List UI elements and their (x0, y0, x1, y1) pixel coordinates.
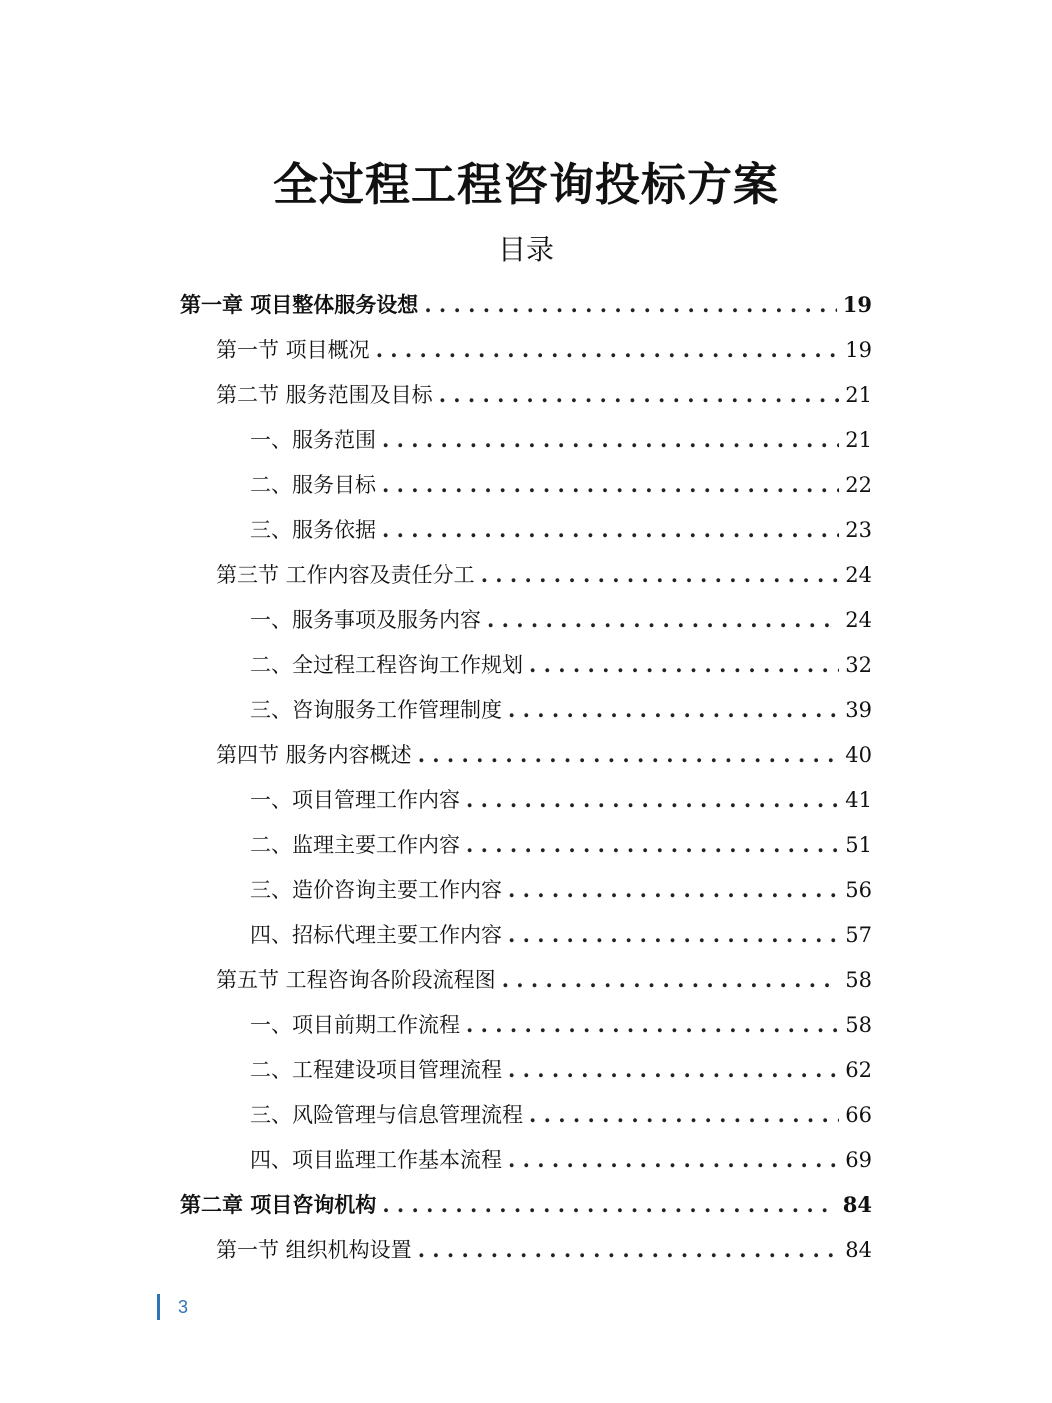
toc-entry[interactable] (180, 1227, 872, 1272)
toc-entry-label: 第一节 项目概况 (216, 338, 370, 362)
toc-dot-leader (439, 372, 840, 417)
toc-dot-leader (418, 1227, 840, 1272)
toc-dot-leader (466, 777, 839, 822)
document-title: 全过程工程咨询投标方案 (272, 158, 779, 211)
toc-dot-leader (529, 1092, 839, 1137)
toc-dot-leader (424, 282, 836, 327)
toc-entry-page: 41 (845, 788, 872, 812)
toc-entry-label: 二、监理主要工作内容 (250, 833, 460, 857)
toc-entry[interactable] (180, 957, 872, 1002)
toc-entry-page: 24 (845, 608, 872, 632)
toc-dot-leader (466, 1002, 839, 1047)
toc-entry[interactable] (180, 372, 872, 417)
toc-dot-leader (418, 732, 840, 777)
toc-entry-label: 第二章 项目咨询机构 (180, 1192, 377, 1217)
toc-entry[interactable] (180, 282, 872, 327)
toc-entry[interactable] (180, 417, 872, 462)
toc-entry[interactable] (180, 912, 872, 957)
toc-entry-page: 19 (842, 292, 872, 317)
toc-entry-page: 84 (845, 1238, 872, 1262)
toc-entry-page: 69 (845, 1148, 872, 1172)
toc-entry[interactable] (180, 462, 872, 507)
toc-entry-page: 84 (842, 1192, 872, 1217)
toc-entry-page: 40 (845, 743, 872, 767)
toc-dot-leader (382, 462, 839, 507)
toc-entry-page: 23 (845, 518, 872, 542)
footer-page-number: 3 (178, 1297, 189, 1317)
toc-entry[interactable] (180, 327, 872, 372)
toc-dot-leader (508, 687, 839, 732)
toc-entry-label: 一、服务事项及服务内容 (250, 608, 481, 632)
toc-dot-leader (466, 822, 839, 867)
toc-entry-label: 第一章 项目整体服务设想 (180, 292, 419, 317)
toc-entry[interactable] (180, 507, 872, 552)
toc-dot-leader (508, 912, 839, 957)
toc-entry[interactable] (180, 687, 872, 732)
toc-dot-leader (382, 1182, 836, 1227)
toc-dot-leader (508, 1137, 839, 1182)
toc-entry[interactable] (180, 1092, 872, 1137)
toc-entry-page: 58 (845, 968, 872, 992)
toc-entry-page: 22 (845, 473, 872, 497)
toc-entry[interactable] (180, 732, 872, 777)
toc-entry-page: 39 (845, 698, 872, 722)
toc-entry-label: 三、风险管理与信息管理流程 (250, 1103, 523, 1127)
toc-dot-leader (376, 327, 840, 372)
toc-heading: 目录 (497, 233, 554, 266)
toc-entry-label: 一、项目管理工作内容 (250, 788, 460, 812)
toc-dot-leader (382, 507, 839, 552)
toc-entry-label: 第四节 服务内容概述 (216, 743, 412, 767)
toc-entry-label: 二、服务目标 (250, 473, 376, 497)
toc-entry-label: 四、项目监理工作基本流程 (250, 1148, 502, 1172)
toc-entry-label: 一、服务范围 (250, 428, 376, 452)
toc-entry-label: 第二节 服务范围及目标 (216, 383, 433, 407)
toc-entry-page: 24 (845, 563, 872, 587)
toc-entry-label: 第三节 工作内容及责任分工 (216, 563, 475, 587)
toc-entry-page: 51 (845, 833, 872, 857)
toc-entry-page: 21 (845, 428, 872, 452)
toc-entry-label: 第五节 工程咨询各阶段流程图 (216, 968, 496, 992)
toc-entry[interactable] (180, 597, 872, 642)
toc-dot-leader (481, 552, 840, 597)
footer-accent-bar (157, 1294, 160, 1320)
toc-entry-label: 第一节 组织机构设置 (216, 1238, 412, 1262)
toc-entry-page: 66 (845, 1103, 872, 1127)
toc-entry-label: 二、全过程工程咨询工作规划 (250, 653, 523, 677)
toc-entry-page: 58 (845, 1013, 872, 1037)
toc-entry-page: 56 (845, 878, 872, 902)
toc-dot-leader (382, 417, 839, 462)
toc-entry-label: 一、项目前期工作流程 (250, 1013, 460, 1037)
toc-entry[interactable] (180, 1002, 872, 1047)
toc-entry-label: 三、造价咨询主要工作内容 (250, 878, 502, 902)
toc-entry[interactable] (180, 642, 872, 687)
toc-entry-page: 57 (845, 923, 872, 947)
toc-entry-label: 二、工程建设项目管理流程 (250, 1058, 502, 1082)
toc-entry[interactable] (180, 867, 872, 912)
toc-dot-leader (502, 957, 840, 1002)
toc-dot-leader (508, 1047, 839, 1092)
toc-dot-leader (508, 867, 839, 912)
toc-entry[interactable] (180, 552, 872, 597)
toc-entry-page: 19 (845, 338, 872, 362)
toc-entry[interactable] (180, 822, 872, 867)
toc-entry-page: 32 (845, 653, 872, 677)
toc-entry[interactable] (180, 777, 872, 822)
toc-entry-label: 四、招标代理主要工作内容 (250, 923, 502, 947)
toc-entry-label: 三、咨询服务工作管理制度 (250, 698, 502, 722)
toc-entry-page: 21 (845, 383, 872, 407)
toc-entry-label: 三、服务依据 (250, 518, 376, 542)
toc-dot-leader (529, 642, 839, 687)
toc-dot-leader (487, 597, 839, 642)
table-of-contents (180, 282, 872, 1272)
toc-entry[interactable] (180, 1137, 872, 1182)
toc-entry[interactable] (180, 1182, 872, 1227)
toc-entry[interactable] (180, 1047, 872, 1092)
toc-entry-page: 62 (845, 1058, 872, 1082)
